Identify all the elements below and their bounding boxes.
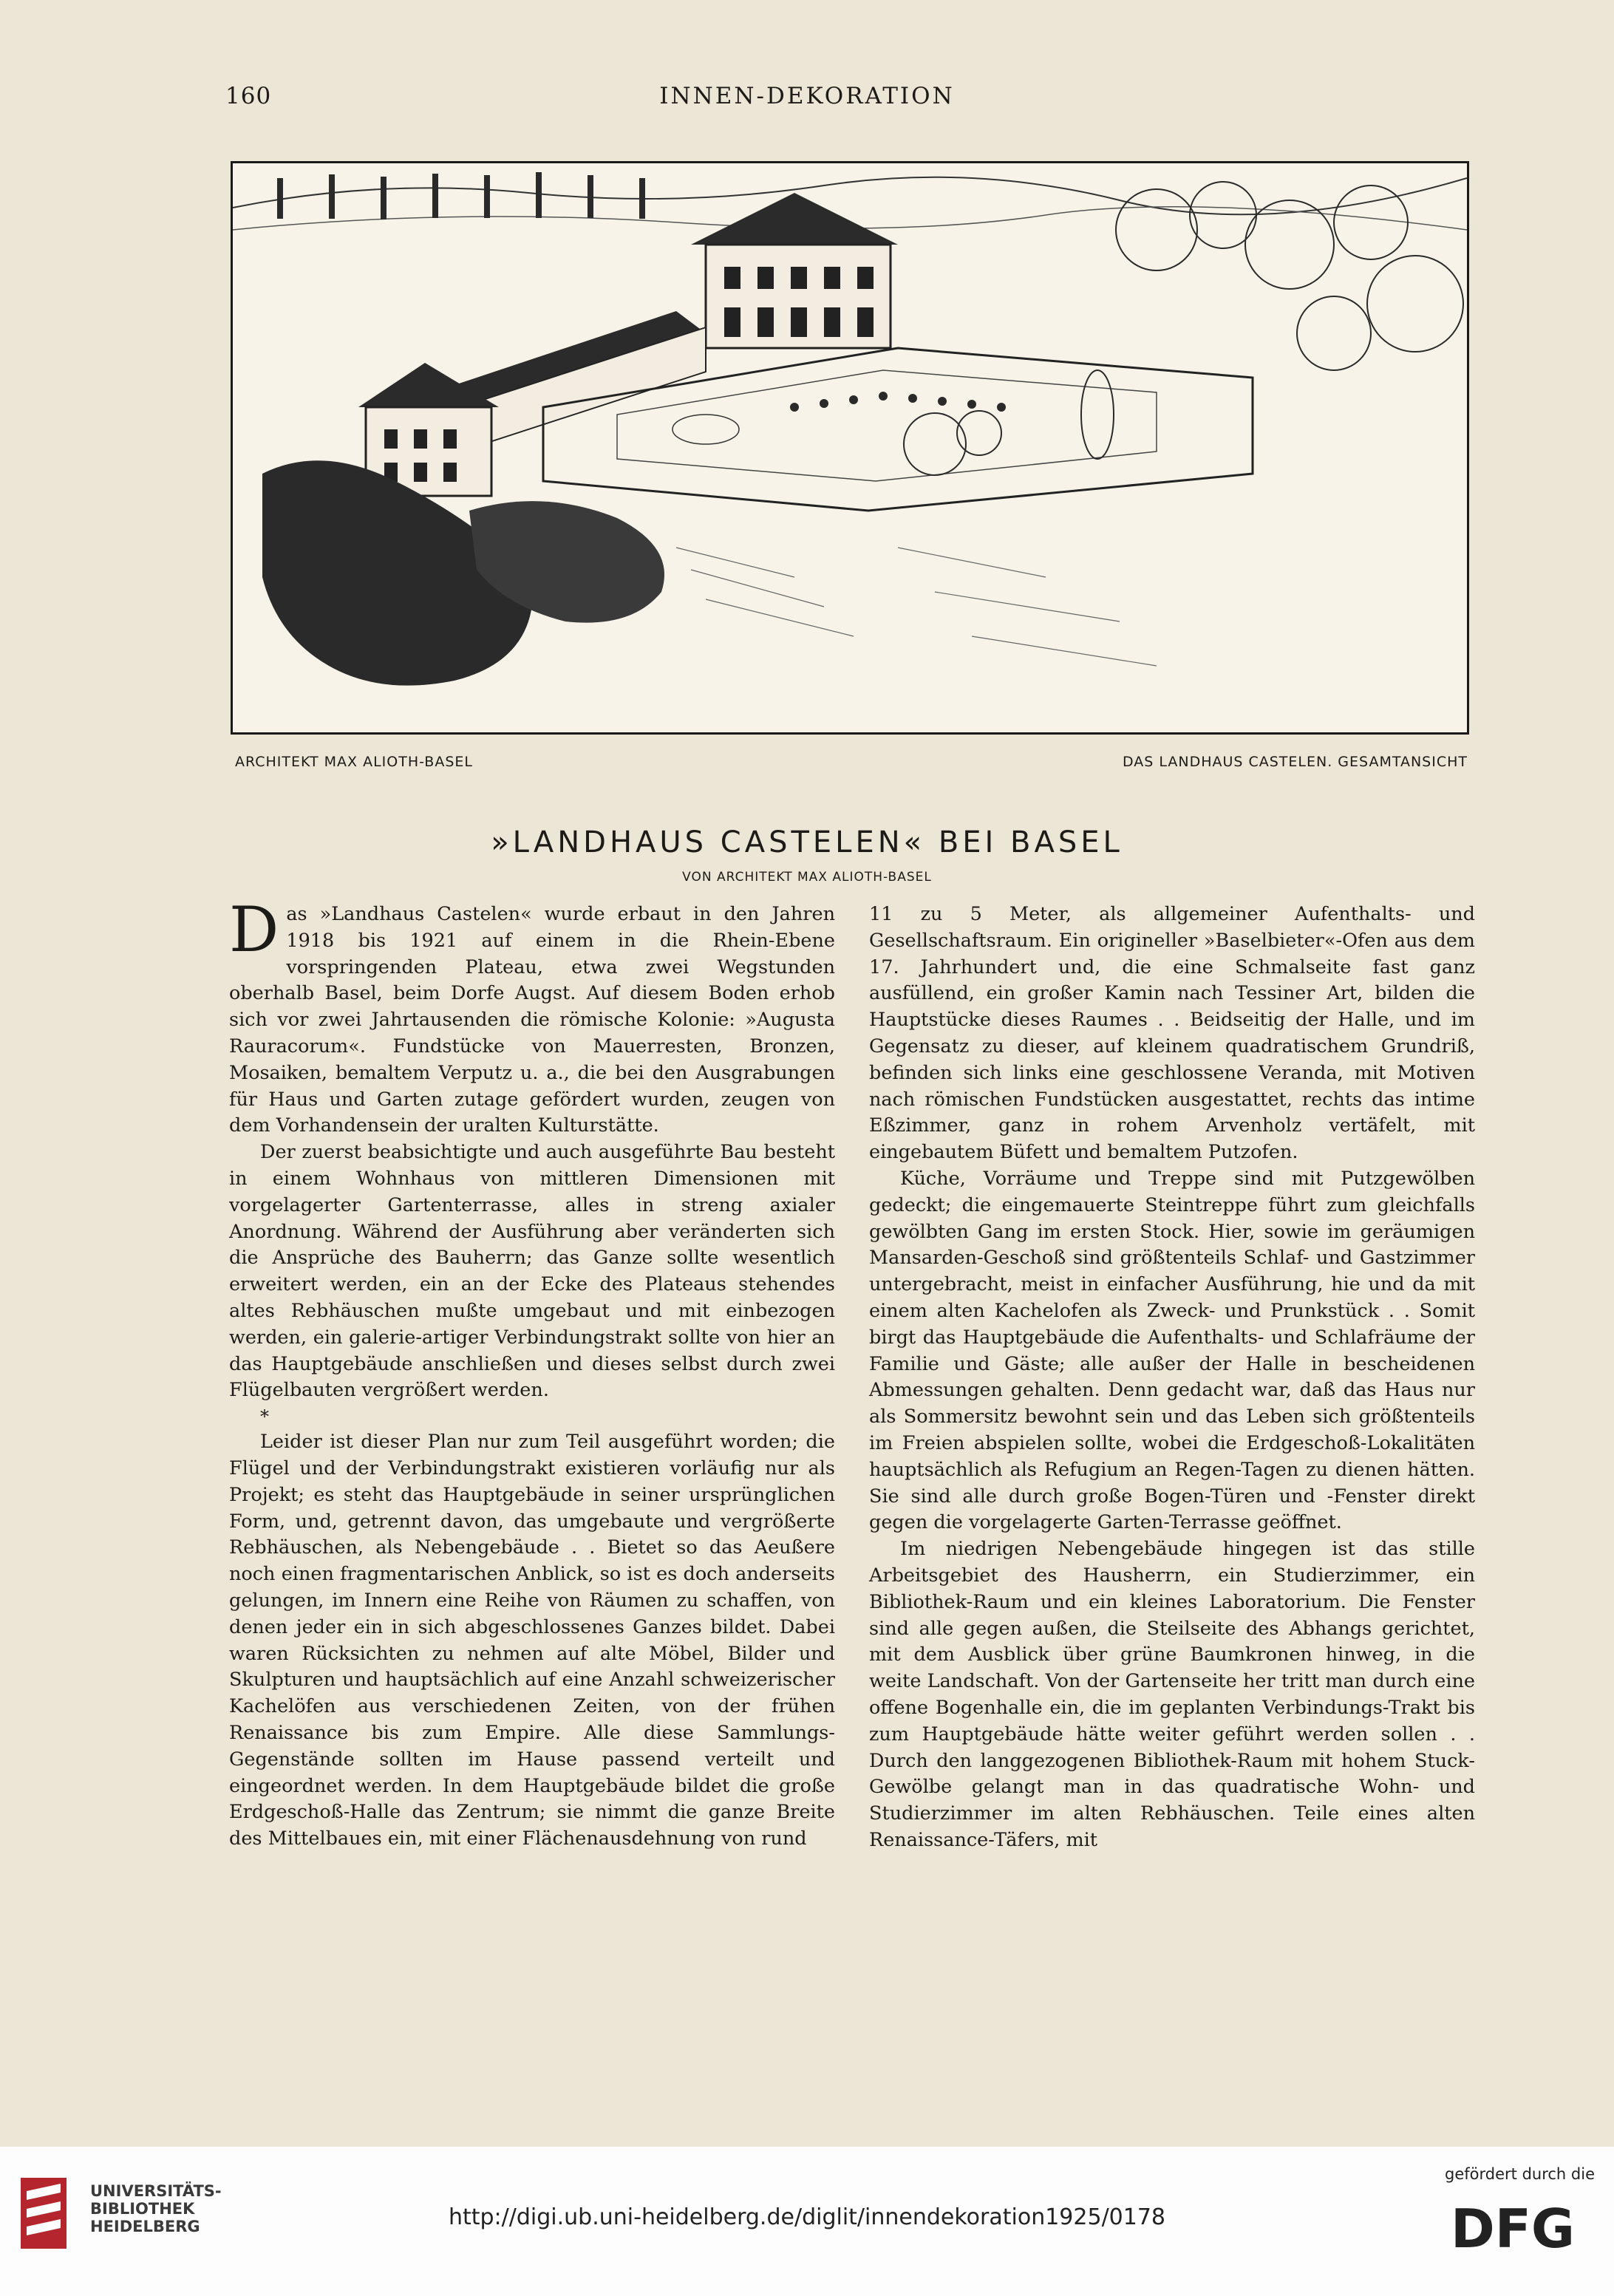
paragraph: Leider ist dieser Plan nur zum Teil ausgeführt worden; die Flügel und der Verbindungstrakt existieren vorläufig nur als Projekt; es steht das Hauptgebäude in seiner ursprünglichen Form, und, getrennt davon, das umgebaute und vergrößerte Rebhäuschen, als Nebengebäude . . Bietet so das Aeußere noch einen fragmentarischen Anblick, so ist es doch anderseits gelungen, im Innern eine Reihe von Räumen zu schaffen, von denen jeder ein in sich abgeschlossenes Ganzes bildet. Dabei waren Rücksichten zu nehmen auf alte Möbel, Bilder und Skulpturen und hauptsächlich auf eine Anzahl schweizerischer Kachelöfen aus verschiedenen Zeiten, von der frühen Renaissance bis zum Empire. Alle diese Sammlungs-Gegenstände sollten im Hause passend verteilt und eingeordnet werden. In dem Hauptgebäude bildet die große Erdgeschoß-Halle das Zentrum; sie nimmt die ganze Breite des Mittelbaues ein, mit einer Flächenausdehnung von rund (229, 1431, 835, 1850)
dfg-logo-text: DFG (1450, 2198, 1576, 2256)
digitization-footer (0, 2147, 1614, 2296)
article-title: »LANDHAUS CASTELEN« BEI BASEL (491, 825, 1123, 859)
illustration-caption-right: DAS LANDHAUS CASTELEN. GESAMTANSICHT (1122, 754, 1468, 770)
landhaus-illustration (231, 161, 1469, 735)
digital-collection-link[interactable]: http://digi.ub.uni-heidelberg.de/diglit/innendekoration1925/0178 (448, 2204, 1166, 2230)
running-head (0, 83, 1614, 120)
drop-cap: D (229, 893, 279, 966)
section-divider: * (260, 1406, 269, 1428)
funding-note: gefördert durch die (1445, 2165, 1595, 2183)
text-column-left (229, 893, 835, 1853)
paragraph: 11 zu 5 Meter, als allgemeiner Aufenthalts- und Gesellschaftsraum. Ein origineller »Baselbieter«-Ofen aus dem 17. Jahrhundert und, die eine Schmalseite fast ganz ausfüllend, ein großer Kamin nach Tessiner Art, bilden die Hauptstücke dieses Raumes . . Beidseitig der Halle, und im Gegensatz zu dieser, auf kleinem quadratischem Grundriß, befinden sich links eine geschlossene Veranda, mit Motiven nach römischen Fundstücken ausgestattet, rechts das intime Eßzimmer, ganz in rohem Arvenholz vertäfelt, mit eingebautem Büfett und bemaltem Putzofen. (869, 903, 1475, 1164)
paragraph: Küche, Vorräume und Treppe sind mit Putzgewölben gedeckt; die eingemauerte Steintreppe führt zum gleichfalls gewölbten Gang im ersten Stock. Hier, sowie im geräumigen Mansarden-Geschoß sind größtenteils Schlaf- und Gastzimmer untergebracht, meist in einfacher Ausführung, hie und da mit einem alten Kachelofen als Zweck- und Prunkstück . . Somit birgt das Hauptgebäude die Aufenthalts- und Schlafräume der Familie und Gäste; alle außer der Halle in bescheidenen Abmessungen gehalten. Denn gedacht war, daß das Haus nur als Sommersitz bewohnt sein und das Leben sich größtenteils im Freien abspielen sollte, wobei die Erdgeschoß-Lokalitäten hauptsächlich als Refugium an Regen-Tagen zu dienen hätten. Sie sind alle durch große Bogen-Türen und -Fenster direkt gegen die vorgelagerte Garten-Terrasse geöffnet. (869, 1167, 1475, 1534)
journal-title: INNEN-DEKORATION (659, 83, 955, 109)
page-number: 160 (225, 83, 272, 109)
etching-drawing (233, 163, 1467, 732)
paragraph: Im niedrigen Nebengebäude hingegen ist das stille Arbeitsgebiet des Hausherrn, ein Studierzimmer, ein Bibliothek-Raum und ein kleines Laboratorium. Die Fenster sind alle gegen außen, die Steilseite des Abhangs gerichtet, mit dem Ausblick über grüne Baumkronen hinweg, in die weite Landschaft. Von der Gartenseite her tritt man durch eine offene Bogenhalle ein, die im geplanten Verbindungs-Trakt bis zum Hauptgebäude hätte weiter geführt werden sollen . . Durch den langgezogenen Bibliothek-Raum mit hohem Stuck-Gewölbe gelangt man in das quadratische Wohn- und Studierzimmer im alten Rebhäuschen. Teile eines alten Renaissance-Täfers, mit (869, 1538, 1475, 1851)
article-byline: VON ARCHITEKT MAX ALIOTH-BASEL (682, 870, 932, 885)
illustration-caption-left: ARCHITEKT MAX ALIOTH-BASEL (235, 754, 473, 770)
paragraph-text: as »Landhaus Castelen« wurde erbaut in den Jahren 1918 bis 1921 auf einem in die Rhein-Ebene vorspringenden Plateau, etwa zwei Wegstunden oberhalb Basel, beim Dorfe Augst. Auf diesem Boden erhob sich vor zwei Jahrtausenden die römische Kolonie: »Augusta Rauracorum«. Fundstücke von Mauerresten, Bronzen, Mosaiken, bemaltem Verputz u. a., die bei den Ausgrabungen für Haus und Garten zutage gefördert wurden, zeugen von dem Vorhandensein der uralten Kulturstätte. (229, 903, 835, 1137)
text-column-right (869, 902, 1475, 1854)
paragraph: Der zuerst beabsichtigte und auch ausgeführte Bau besteht in einem Wohnhaus von mittleren Dimensionen mit vorgelagerter Gartenterrasse, alles in streng axialer Anordnung. Während der Ausführung aber veränderten sich die Ansprüche des Bauherrn; das Ganze sollte wesentlich erweitert werden, ein an der Ecke des Plateaus stehendes altes Rebhäuschen mußte umgebaut und mit einbezogen werden, ein galerie-artiger Verbindungstrakt sollte von hier an das Hauptgebäude anschließen und dieses selbst durch zwei Flügelbauten vergrößert werden. (229, 1141, 835, 1402)
dfg-logo-icon (1431, 2198, 1595, 2256)
library-name: UNIVERSITÄTS- BIBLIOTHEK HEIDELBERG (90, 2182, 222, 2235)
paragraph (229, 893, 835, 1140)
